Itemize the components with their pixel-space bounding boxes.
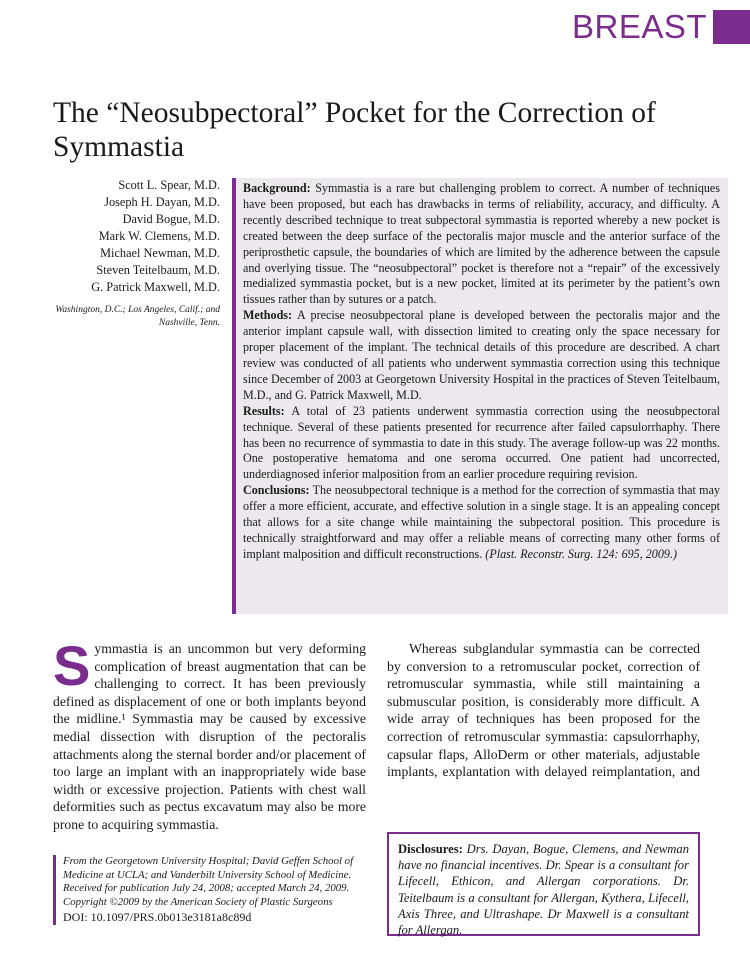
author-name: Steven Teitelbaum, M.D. — [96, 263, 220, 277]
author-name: Mark W. Clemens, M.D. — [98, 229, 220, 243]
methods-label: Methods: — [243, 308, 293, 323]
results-label: Results: — [243, 403, 285, 418]
abstract-methods — [243, 308, 720, 403]
drop-cap: S — [53, 634, 91, 697]
article-title: The “Neosubpectoral” Pocket for the Correction of Symmastia — [53, 97, 656, 163]
body-column-left — [53, 634, 366, 834]
methods-text: A precise neosubpectoral plane is developed between the pectoralis major and the anterior implant capsule wall, with dissection limited to creating only the space necessary for proper placement of the implant. The technical details of this procedure are described. A chart review was conducted of all patients who underwent symmastia correction using this technique since December of 2003 at Georgetown University Hospital in the practices of Steven Teitelbaum, M.D., and G. Patrick Maxwell, M.D. — [243, 308, 721, 402]
footnote-received: Received for publication July 24, 2008; accepted March 24, 2009. — [63, 882, 350, 895]
disclosures-label: Disclosures: — [398, 842, 463, 856]
body-column-right — [387, 640, 700, 781]
intro-text: ymmastia is an uncommon but very deforming complication of breast augmentation that can be challenging to correct. It has been previously defined as displacement of one or both implants beyond the midline.¹ Symmastia may be caused by excessive medial dissection with disruption of the pectoralis attachments along the sternal border and/or placement of too large an implant with an inappropriately wide base width or excessive projection. Patients with chest wall deformities such as pectus excavatum may also be more prone to acquiring symmastia. — [53, 641, 366, 832]
intro-paragraph — [53, 634, 366, 834]
section-label: BREAST — [572, 8, 708, 45]
article-footnote — [53, 855, 363, 925]
footnote-institutions: From the Georgetown University Hospital; David Geffen School of Medicine at UCLA; and Vanderbilt University School of Medicine. — [63, 855, 354, 881]
background-text: Symmastia is a rare but challenging problem to correct. A number of techniques have been proposed, but each has drawbacks in terms of reliability, accuracy, and difficulty. A recently described technique to treat subpectoral symmastia is reported whereby a new pocket is created between the deep surface of the pectoralis major muscle and the anterior surface of the periprosthetic capsule, the boundaries of which are limited by the adherence between the capsule and overlying tissue. The “neosubpectoral” pocket is therefore not a “repair” of the excessively medialized symmastia pocket, but is a new pocket, limited at its perimeter by the patient’s own tissues rather than by sutures or a patch. — [243, 181, 720, 307]
citation: (Plast. Reconstr. Surg. 124: 695, 2009.) — [485, 546, 677, 561]
section-banner — [572, 10, 750, 44]
author-name: G. Patrick Maxwell, M.D. — [91, 280, 220, 294]
disclosures-box — [387, 832, 700, 936]
conclusions-label: Conclusions: — [243, 483, 310, 498]
footnote-copyright: Copyright ©2009 by the American Society of Plastic Surgeons — [63, 895, 333, 908]
section-banner-bar — [713, 10, 750, 44]
author-affiliation: Washington, D.C.; Los Angeles, Calif.; and Nashville, Tenn. — [55, 305, 220, 328]
abstract-background — [243, 181, 720, 308]
author-name: Scott L. Spear, M.D. — [118, 178, 220, 192]
background-label: Background: — [243, 181, 311, 195]
abstract-box — [232, 178, 728, 614]
results-text: A total of 23 patients underwent symmastia correction using the neosubpectoral technique. Several of these patients presented for recurrence after failed capsulorrhaphy. There has been no recurrence of symmastia to date in this study. The average follow-up was 22 months. One postoperative hematoma and one seroma occurred. One patient had uncorrected, underdiagnosed inferior malposition from an earlier procedure requiring revision. — [243, 403, 720, 482]
body-paragraph: Whereas subglandular symmastia can be corrected by conversion to a retromuscular pocket, correction of retromuscular symmastia, while still maintaining a submuscular position, is considerably more difficult. A wide array of techniques has been proposed for the correction of retromuscular symmastia: capsulorrhaphy, capsular flaps, AlloDerm or other materials, adjustable implants, explantation with delayed reimplantation, and — [387, 641, 700, 780]
abstract-conclusions — [243, 483, 720, 563]
footnote-doi: DOI: 10.1097/PRS.0b013e3181a8c89d — [63, 910, 252, 925]
author-list — [40, 177, 220, 330]
author-name: David Bogue, M.D. — [122, 212, 220, 226]
author-name: Joseph H. Dayan, M.D. — [104, 195, 220, 209]
author-name: Michael Newman, M.D. — [100, 246, 220, 260]
conclusions-text: The neosubpectoral technique is a method for the correction of symmastia that may offer a more efficient, accurate, and effective solution in a single stage. It is an appealing concept that allows for a site change while maintaining the subpectoral position. This procedure is technically straightforward and may offer a reliable means of correcting many other forms of implant malposition and difficult reconstructions. — [243, 483, 720, 561]
disclosures-text: Drs. Dayan, Bogue, Clemens, and Newman have no financial incentives. Dr. Spear is a consultant for Lifecell, Ethicon, and Allergan corporations. Dr. Teitelbaum is a consultant for Allergan, Kythera, Lifecell, Axis Three, and Ultrashape. Dr Maxwell is a consultant for Allergan. — [398, 842, 689, 938]
abstract-results — [243, 404, 720, 484]
